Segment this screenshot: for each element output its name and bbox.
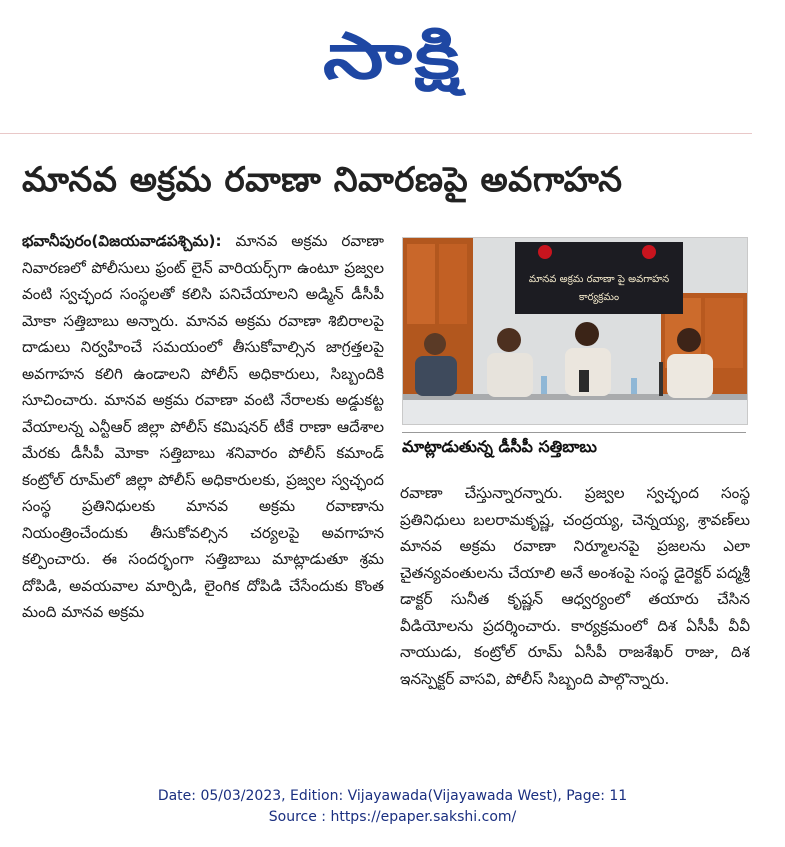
article-body-left: మానవ అక్రమ రవాణా నివారణలో పోలీసులు ఫ్రంట్‌ లైన్‌ వారియర్స్‌గా ఉంటూ ప్రజ్వల వంటి స్వచ్ఛంద సంస్థలతో కలిసి పనిచేయాలని అడ్మిన్‌ డీసీపీ మోకా సత్తిబాబు అన్నారు. మానవ అక్రమ రవాణా శిబిరాలపై దాడులు నిర్వహించే సమయంలో తీసుకోవాల్సిన జాగ్రత్తలపై అవగాహన కలిగి ఉండాలని పోలీస్‌ అధికారులు, సిబ్బందికి సూచించారు. మానవ అక్రమ రవాణా వంటి నేరాలకు అడ్డుకట్ట వేయాలన్న ఎన్టీఆర్‌ జిల్లా పోలీస్‌ కమిషనర్‌ టీకే రాణా ఆదేశాల మేరకు డీసీపీ మోకా సత్తిబాబు శనివారం పోలీస్‌ కమాండ్‌ కంట్రోల్‌ రూమ్‌లో జిల్లా పోలీస్‌ అధికారులకు, ప్రజ్వల స్వచ్ఛంద సంస్థ ప్రతినిధులకు మానవ అక్రమ రవాణాను నియంత్రించేందుకు తీసుకోవల్సిన చర్యలపై అవగాహన కల్పించారు. ఈ సందర్భంగా సత్తిబాబు మాట్లాడుతూ శ్రమ దోపిడి, అవయవాల మార్పిడి, లైంగిక దోపిడి చేసేందుకు కొంత మంది మానవ అక్రమ xyxy=(22,232,384,621)
article-column-right xyxy=(400,480,750,750)
headline: మానవ అక్రమ రవాణా నివారణపై అవగాహన xyxy=(22,160,623,200)
news-photo xyxy=(402,237,748,425)
banner-text-line1: మానవ అక్రమ రవాణా పై అవగాహన xyxy=(528,274,670,285)
masthead-divider xyxy=(0,133,752,134)
footer-source: Source : https://epaper.sakshi.com/ xyxy=(268,809,517,825)
article-column-left xyxy=(22,228,384,753)
article-body-right: రవాణా చేస్తున్నారన్నారు. ప్రజ్వల స్వచ్ఛంద సంస్థ ప్రతినిధులు బలరామకృష్ణ, చంద్రయ్య, చెన్నయ్య, శ్రావణ్‌లు మానవ అక్రమ రవాణా నిర్మూలనపై ప్రజలను ఎలా చైతన్యవంతులను చేయాలి అనే అంశంపై సంస్థ డైరెక్టర్‌ పద్మశ్రీ డాక్టర్‌ సునీత కృష్ణన్‌ ఆధ్వర్యంలో తయారు చేసిన వీడియోలను ప్రదర్శించారు. కార్యక్రమంలో దిశ ఏసీపీ వీవీ నాయుడు, కంట్రోల్‌ రూమ్‌ ఏసీపీ రాజశేఖర్‌ రాజు, దిశ ఇనస్పెక్టర్‌ వాసవి, పోలీస్‌ సిబ్బంది పాల్గొన్నారు. xyxy=(400,484,750,688)
masthead xyxy=(0,14,785,114)
dateline: భవానీపురం(విజయవాడపశ్చిమ): xyxy=(22,232,222,250)
photo-caption: మాట్లాడుతున్న డీసీపీ సత్తిబాబు xyxy=(402,432,746,461)
footer-edition-info: Date: 05/03/2023, Edition: Vijayawada(Vijayawada West), Page: 11 xyxy=(157,788,628,804)
news-photo-illustration xyxy=(403,238,747,424)
footer xyxy=(0,786,785,828)
sakshi-logo: సాక్షి xyxy=(322,19,463,94)
banner-text-line2: కార్యక్రమం xyxy=(578,292,620,303)
